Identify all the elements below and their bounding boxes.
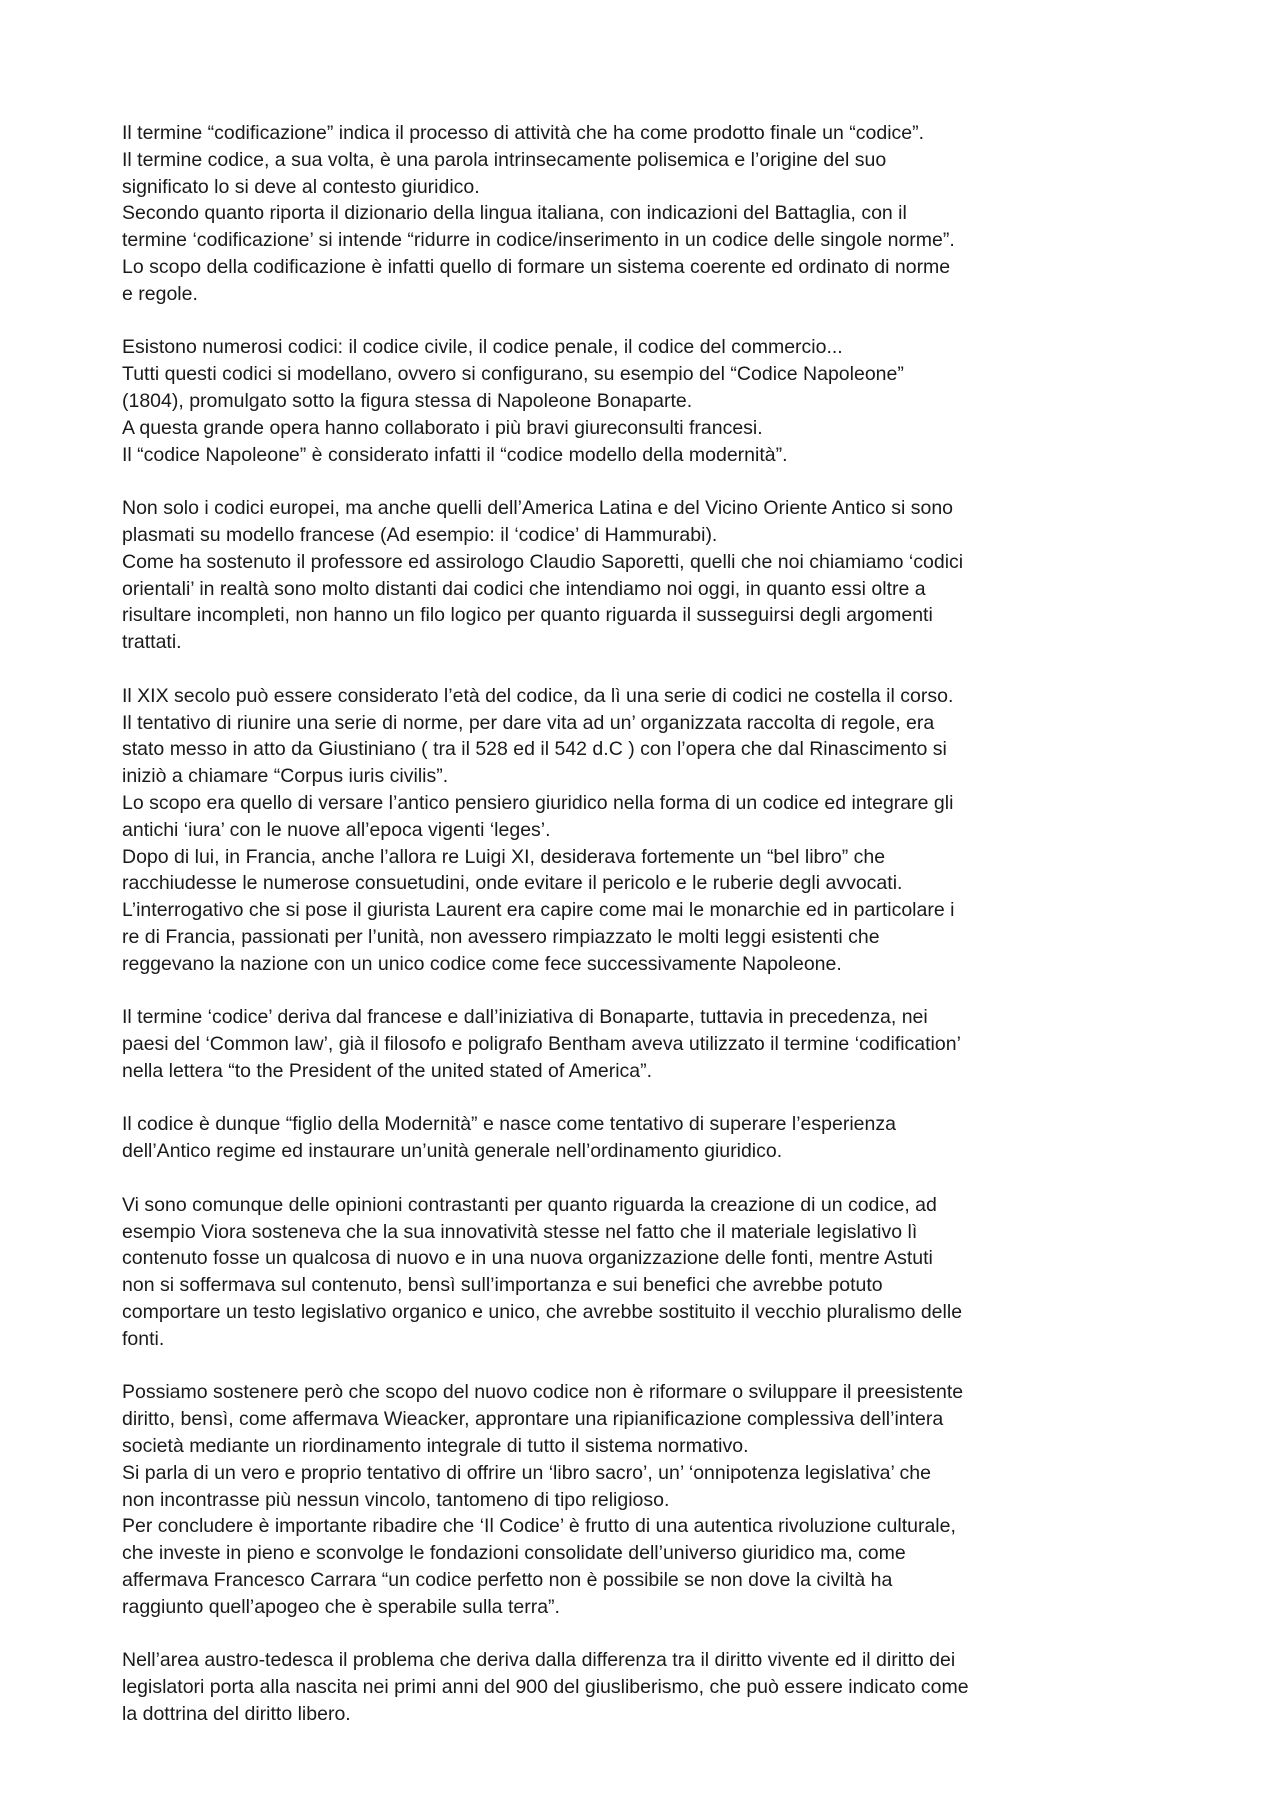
text-line: non si soffermava sul contenuto, bensì sull’importanza e sui benefici che avrebbe potuto bbox=[122, 1274, 883, 1297]
text-line: reggevano la nazione con un unico codice come fece successivamente Napoleone. bbox=[122, 952, 842, 975]
paragraph bbox=[122, 1192, 1182, 1353]
text-line: A questa grande opera hanno collaborato i più bravi giureconsulti francesi. bbox=[122, 416, 763, 439]
text-line: comportare un testo legislativo organico e unico, che avrebbe sostituito il vecchio pluralismo delle bbox=[122, 1301, 963, 1324]
text-line: Il termine “codificazione” indica il processo di attività che ha come prodotto finale un “codice”. bbox=[122, 122, 925, 144]
text-line: Il tentativo di riunire una serie di norme, per dare vita ad un’ organizzata raccolta di regole, era bbox=[122, 711, 935, 734]
text-line: racchiudesse le numerose consuetudini, onde evitare il pericolo e le ruberie degli avvocati. bbox=[122, 872, 903, 895]
text-line: stato messo in atto da Giustiniano ( tra il 528 ed il 542 d.C ) con l’opera che dal Rinascimento si bbox=[122, 738, 947, 761]
text-line: non incontrasse più nessun vincolo, tantomeno di tipo religioso. bbox=[122, 1488, 670, 1511]
text-line: significato lo si deve al contesto giuridico. bbox=[122, 175, 480, 198]
text-line: Lo scopo della codificazione è infatti quello di formare un sistema coerente ed ordinato di norme bbox=[122, 255, 951, 278]
text-line: Per concludere è importante ribadire che ‘Il Codice’ è frutto di una autentica rivoluzione culturale, bbox=[122, 1515, 956, 1538]
text-line: che investe in pieno e sconvolge le fondazioni consolidate dell’universo giuridico ma, come bbox=[122, 1542, 906, 1565]
text-line: società mediante un riordinamento integrale di tutto il sistema normativo. bbox=[122, 1435, 749, 1458]
text-line: e regole. bbox=[122, 282, 198, 305]
text-line: Lo scopo era quello di versare l’antico pensiero giuridico nella forma di un codice ed integrare gli bbox=[122, 791, 954, 814]
text-line: Nell’area austro-tedesca il problema che deriva dalla differenza tra il diritto vivente ed il diritto dei bbox=[122, 1649, 956, 1672]
text-line: nella lettera “to the President of the united stated of America”. bbox=[122, 1059, 653, 1082]
text-line: Il codice è dunque “figlio della Modernità” e nasce come tentativo di superare l’esperienza bbox=[122, 1113, 896, 1136]
text-line: trattati. bbox=[122, 631, 182, 654]
paragraph bbox=[122, 1004, 1182, 1084]
paragraph bbox=[122, 120, 1182, 308]
text-line: Non solo i codici europei, ma anche quelli dell’America Latina e del Vicino Oriente Antico si sono bbox=[122, 497, 954, 520]
text-line: legislatori porta alla nascita nei primi anni del 900 del giusliberismo, che può essere indicato come bbox=[122, 1676, 969, 1699]
text-line: Secondo quanto riporta il dizionario della lingua italiana, con indicazioni del Battaglia, con il bbox=[122, 202, 907, 225]
text-line: Vi sono comunque delle opinioni contrastanti per quanto riguarda la creazione di un codice, ad bbox=[122, 1193, 937, 1216]
text-line: paesi del ‘Common law’, già il filosofo e poligrafo Bentham aveva utilizzato il termine ‘codification’ bbox=[122, 1033, 961, 1056]
text-line: contenuto fosse un qualcosa di nuovo e in una nuova organizzazione delle fonti, mentre Astuti bbox=[122, 1247, 933, 1270]
text-line: Possiamo sostenere però che scopo del nuovo codice non è riformare o sviluppare il preesistente bbox=[122, 1381, 964, 1404]
text-line: Come ha sostenuto il professore ed assirologo Claudio Saporetti, quelli che noi chiamiamo ‘codici bbox=[122, 550, 964, 573]
paragraph bbox=[122, 1379, 1182, 1620]
text-line: esempio Viora sosteneva che la sua innovatività stesse nel fatto che il materiale legislativo lì bbox=[122, 1220, 918, 1243]
paragraph bbox=[122, 683, 1182, 978]
paragraph bbox=[122, 334, 1182, 468]
text-line: re di Francia, passionati per l’unità, non avessero rimpiazzato le molti leggi esistenti che bbox=[122, 925, 880, 948]
text-line: termine ‘codificazione’ si intende “ridurre in codice/inserimento in un codice delle singole norme”. bbox=[122, 229, 955, 252]
text-line: affermava Francesco Carrara “un codice perfetto non è possibile se non dove la civiltà ha bbox=[122, 1569, 893, 1592]
text-line: diritto, bensì, come affermava Wieacker, approntare una ripianificazione complessiva dell’intera bbox=[122, 1408, 944, 1431]
document-body bbox=[122, 120, 1182, 1755]
text-line: iniziò a chiamare “Corpus iuris civilis”. bbox=[122, 765, 449, 788]
text-line: plasmati su modello francese (Ad esempio: il ‘codice’ di Hammurabi). bbox=[122, 523, 718, 546]
text-line: antichi ‘iura’ con le nuove all’epoca vigenti ‘leges’. bbox=[122, 818, 551, 841]
text-line: raggiunto quell’apogeo che è sperabile sulla terra”. bbox=[122, 1595, 560, 1618]
text-line: Si parla di un vero e proprio tentativo di offrire un ‘libro sacro’, un’ ‘onnipotenza legislativa’ che bbox=[122, 1461, 931, 1484]
paragraph bbox=[122, 1647, 1182, 1727]
paragraph bbox=[122, 495, 1182, 656]
text-line: Il termine ‘codice’ deriva dal francese e dall’iniziativa di Bonaparte, tuttavia in precedenza, nei bbox=[122, 1006, 928, 1029]
text-line: Il termine codice, a sua volta, è una parola intrinsecamente polisemica e l’origine del suo bbox=[122, 148, 887, 171]
text-line: (1804), promulgato sotto la figura stessa di Napoleone Bonaparte. bbox=[122, 389, 693, 412]
text-line: L’interrogativo che si pose il giurista Laurent era capire come mai le monarchie ed in particolare i bbox=[122, 899, 955, 922]
text-line: Esistono numerosi codici: il codice civile, il codice penale, il codice del commercio... bbox=[122, 336, 843, 359]
text-line: Tutti questi codici si modellano, ovvero si configurano, su esempio del “Codice Napoleone” bbox=[122, 363, 904, 386]
text-line: dell’Antico regime ed instaurare un’unità generale nell’ordinamento giuridico. bbox=[122, 1140, 783, 1163]
paragraph bbox=[122, 1111, 1182, 1165]
text-line: Il “codice Napoleone” è considerato infatti il “codice modello della modernità”. bbox=[122, 443, 788, 466]
text-line: risultare incompleti, non hanno un filo logico per quanto riguarda il susseguirsi degli argomenti bbox=[122, 604, 933, 627]
text-line: orientali’ in realtà sono molto distanti dai codici che intendiamo noi oggi, in quanto essi oltre a bbox=[122, 577, 926, 600]
text-line: fonti. bbox=[122, 1327, 165, 1350]
text-line: Dopo di lui, in Francia, anche l’allora re Luigi XI, desiderava fortemente un “bel libro” che bbox=[122, 845, 886, 868]
text-line: la dottrina del diritto libero. bbox=[122, 1703, 351, 1726]
text-line: Il XIX secolo può essere considerato l’età del codice, da lì una serie di codici ne costella il corso. bbox=[122, 684, 954, 707]
